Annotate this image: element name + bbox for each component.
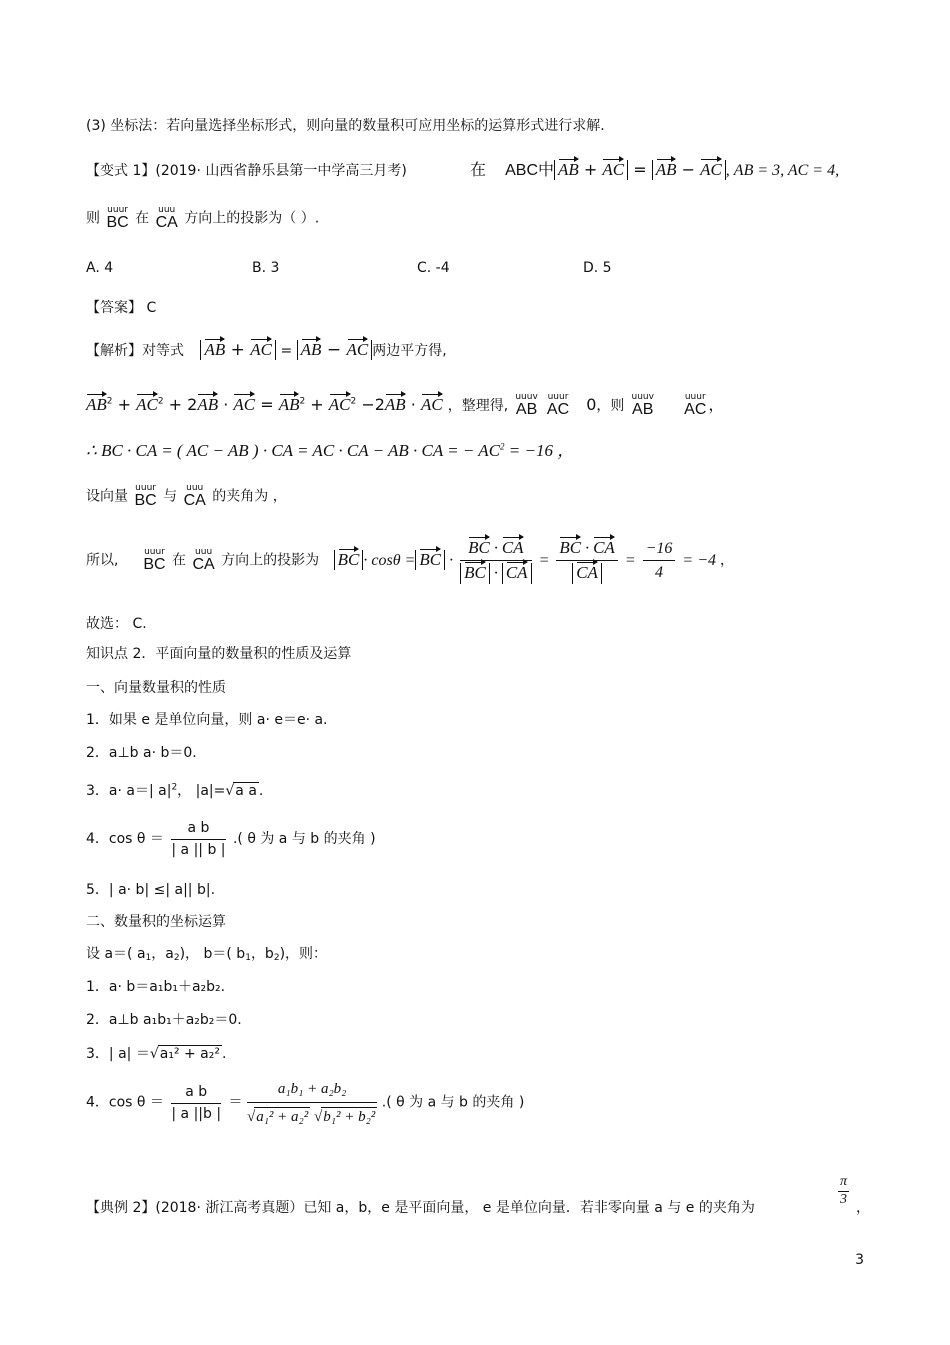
three: 3	[840, 1191, 847, 1207]
analysis-line-4	[86, 484, 287, 509]
vec-bc: uuur BC	[134, 483, 157, 509]
q-suffix: 方向上的投影为（ ）.	[184, 210, 320, 227]
set-mid: 与	[163, 488, 178, 505]
vec-ab: AB	[384, 395, 406, 414]
end-comma: ，	[720, 552, 735, 569]
option-b: B. 3	[252, 260, 280, 276]
vec-ac-u: uuur AC	[684, 392, 707, 418]
given-lengths: , AB = 3, AC = 4,	[725, 162, 840, 179]
vec-ab: AB	[558, 160, 579, 179]
vec-ab: AB	[86, 395, 107, 414]
kp2-sec2: 二、数量积的坐标运算	[86, 914, 226, 930]
so-suffix: 方向上的投影为	[221, 552, 320, 569]
coord-3-c: .	[222, 1046, 227, 1062]
zero: 0	[586, 395, 597, 414]
coord-def-b: ，a	[151, 946, 174, 962]
pi: π	[838, 1174, 849, 1192]
example-2-line	[86, 1200, 755, 1217]
variant-tag: 【变式 1】(2019· 山西省静乐县第一中学高三月考)	[86, 163, 407, 179]
projection-result: = −4	[682, 551, 717, 569]
vec-ab-u: uuuv AB	[631, 392, 654, 418]
option-d: D. 5	[583, 260, 612, 276]
coord-def-a: 设 a＝( a	[86, 946, 146, 962]
vec-bc: uuur BC	[106, 205, 129, 231]
coord-def: 设 a＝( $a_1$，$a_2$)， b＝( $b_1$，$b_2$)，则：	[86, 946, 328, 963]
vec-ab: AB	[655, 160, 677, 179]
prop-3-b: ， |a|=	[177, 783, 226, 799]
vec-ac: AC	[420, 395, 443, 414]
vec-ab: AB	[278, 395, 300, 414]
prop-3-a: 3．a· a＝| a|	[86, 783, 172, 799]
vec-ac: AC	[700, 160, 722, 179]
answer-line: 【答案】 C	[86, 300, 157, 316]
example-2-comma: ，	[856, 1200, 870, 1216]
so-mid: 在	[172, 552, 187, 569]
analysis-line-2: $AB^2 + AC^2 + 2AB$ · AC = $AB^2 + AC^2 -2AB$ · AC ，整理得, uuuv AB uuur AC 0，则 uuuv AB uuur AC ，	[86, 392, 725, 418]
coord-4-eq: ＝	[228, 1094, 243, 1111]
analysis-line-1: 【解析】对等式 AB + AC = AB − AC 两边平方得,	[86, 340, 447, 360]
prop-3: 3．a· a＝| $a|^2$， |a|=√a a .	[86, 782, 264, 799]
variant-triangle: 在 ABC中 AB + AC = AB − AC , AB = 3, AC = 4,	[470, 160, 840, 179]
comma: ，	[708, 395, 725, 414]
coord-4-bigfrac: $\frac{\text{a₁b₁ + a₂b₂}}{\text{√a₁² + a₂² √b₁² + b₂²}}$	[246, 1081, 376, 1125]
vec-ca: uuu CA	[192, 547, 215, 574]
vec-ac: AC	[602, 160, 625, 179]
abs-sum-2: AB + AC	[200, 340, 276, 360]
coord-def-c: )， b＝( b	[179, 946, 246, 962]
method-3-line: (3) 坐标法：若向量选择坐标形式，则向量的数量积可应用坐标的运算形式进行求解.	[86, 118, 605, 134]
vec-ac: AC	[328, 395, 351, 414]
vec-ac: AC	[250, 340, 273, 359]
analysis-text2: 两边平方得,	[372, 343, 447, 359]
coord-4-frac: $\frac{\text{a b}}{| a ||b |}$	[171, 1083, 222, 1122]
variant-zai: 在	[470, 160, 487, 179]
coord-3-a: 3．| a| ＝	[86, 1046, 150, 1062]
prop-4-a: 4．cos θ ＝	[86, 830, 164, 847]
variant-1-line	[86, 163, 407, 180]
analysis-line-3: ∴ BC · CA = ( AC − AB ) · CA = AC · CA − AB · CA = − $AC^2 = -16$ ，	[86, 441, 575, 460]
vec-ca: uuu CA	[155, 205, 178, 231]
prop-4-b: .( θ 为 a 与 b 的夹角 )	[232, 830, 376, 847]
so-prefix: 所以,	[86, 552, 119, 569]
example-2-text: 【典例 2】(2018· 浙江高考真题）已知 a，b，e 是平面向量， e 是单位向量．若非零向量 a 与 e 的夹角为	[86, 1200, 755, 1216]
prop-4	[86, 820, 376, 859]
q-zai: 在	[135, 210, 150, 227]
frac-3: $\frac{-16}{4}$	[643, 539, 676, 582]
vec-ac-u: uuur AC	[546, 392, 570, 418]
vec-bc: uuur BC	[143, 547, 166, 574]
vec-ac: AC	[346, 340, 369, 359]
vec-ab: AB	[300, 340, 322, 359]
cos-part: · cosθ =	[363, 551, 416, 569]
analysis-line-5	[86, 538, 734, 584]
analysis-derivation-end: = −16 ，	[508, 441, 575, 460]
abs-diff: AB − AC	[652, 160, 726, 180]
vec-ab: AB	[204, 340, 226, 359]
option-c: C. -4	[417, 260, 450, 276]
example-2-pi-frac	[838, 1174, 849, 1209]
coord-3-sqrt: a₁² + a₂²	[159, 1046, 220, 1062]
vec-ca: uuu CA	[183, 483, 206, 509]
frac-1: $\frac{BC \cdot CA}{BC \cdot CA}$	[460, 538, 531, 584]
vec-ac: AC	[233, 395, 256, 414]
conclusion: 故选： C.	[86, 616, 147, 632]
vec-ab-u: uuuv AB	[515, 392, 538, 418]
coord-4-a: 4．cos θ ＝	[86, 1094, 164, 1111]
analysis-text3: ，整理得,	[447, 398, 509, 414]
variant-zhong: 中	[538, 160, 555, 179]
page-number: 3	[855, 1252, 864, 1268]
abs-sum: AB + AC	[554, 160, 628, 180]
variant-question	[86, 206, 319, 231]
abs-diff-2: AB − AC	[297, 340, 373, 360]
prop-4-frac: $\frac{\text{a b}}{| a || b |}$	[171, 820, 226, 858]
coord-4	[86, 1080, 524, 1126]
then: ，则	[596, 398, 625, 414]
set-suffix: 的夹角为 ，	[212, 488, 287, 505]
prop-3-sqrt: a a	[235, 783, 257, 799]
coord-2: 2．a⊥b a₁b₁＋a₂b₂＝0.	[86, 1012, 242, 1028]
prop-2: 2．a⊥b a· b＝0.	[86, 745, 197, 761]
option-a: A. 4	[86, 260, 114, 276]
analysis-derivation: ∴ BC · CA = ( AC − AB ) · CA = AC · CA − AB · CA = − AC	[86, 441, 501, 460]
coord-1: 1．a· b＝a₁b₁＋a₂b₂.	[86, 979, 226, 995]
vec-ab: AB	[197, 395, 219, 414]
coord-def-d: ，b	[250, 946, 274, 962]
coord-3: 3．| a| ＝√a₁² + a₂² .	[86, 1046, 227, 1062]
coord-4-b: .( θ 为 a 与 b 的夹角 )	[381, 1094, 525, 1111]
prop-5: 5．| a· b| ≤| a|| b|.	[86, 882, 216, 898]
frac-2: $\frac{BC \cdot CA}{CA}$	[556, 538, 617, 584]
prop-1: 1．如果 e 是单位向量，则 a· e＝e· a.	[86, 712, 328, 728]
analysis-text1: 对等式	[142, 343, 184, 359]
analysis-tag: 【解析】	[86, 343, 142, 359]
kp2-sec1: 一、向量数量积的性质	[86, 680, 226, 696]
projection-formula: BC · cosθ = BC · $\frac{BC \cdot CA}{BC \cdot CA}$ = $\frac{BC \cdot CA}{CA}$ = $\frac{-16}{4}$ = −4	[334, 552, 720, 569]
set-prefix: 设向量	[86, 488, 128, 505]
coord-def-e: )，则：	[279, 946, 328, 962]
kp2-title: 知识点 2．平面向量的数量积的性质及运算	[86, 646, 352, 662]
triangle-name: ABC	[505, 162, 539, 179]
vec-ac: AC	[136, 395, 158, 414]
q-prefix: 则	[86, 210, 100, 227]
